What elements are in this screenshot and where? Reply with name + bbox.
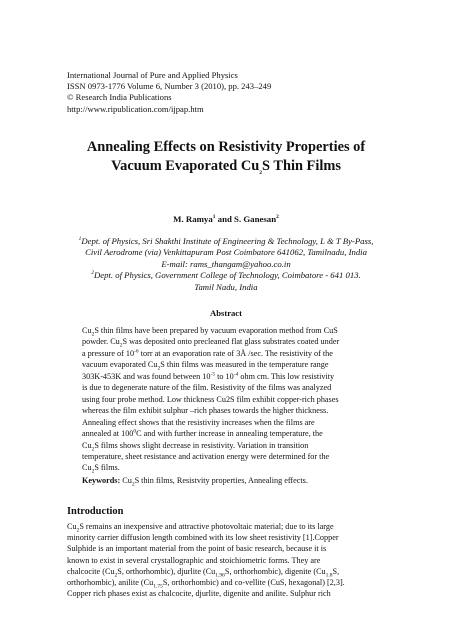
introduction-body — [67, 521, 387, 599]
text: Cu — [82, 463, 92, 473]
text: S remains an inexpensive and attractive photovoltaic material; due to its large — [79, 522, 334, 531]
text: Cu — [82, 326, 92, 335]
affiliation-line — [40, 236, 412, 247]
text: S, orthorhombic), djurlite (Cu — [117, 566, 216, 576]
body-line — [67, 521, 387, 532]
affil-mark: 2 — [91, 270, 95, 277]
abstract-heading: Abstract — [210, 308, 242, 318]
affiliation-line: Tamil Nadu, India — [194, 281, 258, 292]
text: torr at an evaporation rate of 3Å /sec. The resistivity of the — [138, 348, 333, 358]
text: Cu — [67, 522, 77, 531]
title-text: Vacuum Evaporated Cu — [111, 158, 260, 174]
text: Cu — [82, 440, 92, 450]
text: orthorhombic), anilite (Cu — [67, 578, 154, 588]
body-line: Copper rich phases exist as chalcocite, djurlite, digenite and anilite. Sulphur rich — [67, 589, 331, 599]
text: to 10 — [215, 371, 234, 381]
title-line-2 — [0, 157, 452, 176]
subscript: 2 — [114, 572, 118, 579]
abstract-line — [82, 336, 374, 350]
subscript: 2 — [76, 527, 80, 534]
journal-issn: ISSN 0973-1776 Volume 6, Number 3 (2010), pp. 243–249 — [67, 81, 272, 92]
body-line: minority carrier diffusion length combined with its low sheet resistivity [1].Copper — [67, 533, 339, 543]
abstract-line: Annealing effect shows that the resistivity increases when the films are — [82, 417, 315, 427]
abstract-line: is due to degenerate nature of the film. Resistivity of the films was analyzed — [82, 383, 332, 393]
text: vacuum evaporated Cu — [82, 360, 158, 370]
body-line: known to exist in several crystallographic and stoichiometric forms. They are — [67, 555, 321, 565]
journal-name: International Journal of Pure and Applied Physics — [67, 70, 238, 80]
paper-title — [0, 138, 452, 176]
text: S thin films was measured in the temperature range — [160, 360, 329, 370]
subscript: 1.75 — [153, 583, 163, 590]
journal-url[interactable]: http://www.ripublication.com/ijpap.htm — [67, 103, 204, 114]
journal-header — [67, 70, 271, 115]
superscript: -4 — [233, 371, 239, 378]
keywords — [82, 476, 374, 488]
text: annealed at 100 — [82, 429, 134, 439]
subscript: 2 — [91, 446, 95, 453]
affil-text: Dept. of Physics, Sri Shakthi Institute of Engineering & Technology, L & T By-Pass, — [81, 236, 374, 246]
affil-text: Dept. of Physics, Government College of Technology, Coimbatore - 641 013. — [94, 270, 361, 281]
title-subscript: 2 — [259, 169, 263, 176]
abstract-line — [82, 359, 374, 370]
text: S, orthorhombic), digenite (Cu — [224, 566, 326, 576]
affiliations — [40, 236, 412, 293]
superscript: -6 — [134, 348, 139, 355]
subscript: 1.8 — [325, 572, 333, 579]
author-list — [0, 214, 452, 224]
keywords-label: Keywords: — [82, 476, 121, 485]
text: S thin films, Resistvity properties, Annealing effects. — [134, 476, 308, 485]
text: S, — [332, 566, 340, 576]
abstract-line — [82, 348, 374, 359]
text: S thin films have been prepared by vacuum evaporation method from CuS — [94, 326, 338, 335]
text: powder. Cu — [82, 337, 120, 347]
abstract-line — [82, 462, 374, 476]
superscript: 0 — [133, 428, 137, 435]
abstract-line — [82, 428, 374, 439]
title-line-1: Annealing Effects on Resistivity Properties of — [86, 139, 366, 155]
text: Cu — [120, 476, 132, 485]
text: ohm cm. This low resistivity — [238, 371, 335, 381]
author-affil-mark: 2 — [276, 214, 279, 221]
author-email[interactable]: E-mail: rams_thangam@yahoo.co.in — [161, 258, 291, 269]
subscript: 2 — [157, 366, 161, 372]
body-line — [67, 566, 387, 577]
author-name: and S. Ganesan — [215, 214, 277, 224]
text: S was deposited onto precleaned flat glass substrates coated under — [122, 337, 340, 347]
subscript: 2 — [91, 331, 95, 338]
body-line: Sulphide is an important material from the point of basic research, because it is — [67, 544, 327, 554]
abstract-line: whereas the film exhibit sulphur –rich phases towards the higher thickness. — [82, 406, 329, 416]
affiliation-line: Civil Aerodrome (via) Venkittapuram Post Coimbatore 641062, Tamilnadu, India — [85, 247, 367, 258]
abstract-line — [82, 440, 374, 451]
abstract-line — [82, 371, 374, 382]
body-line — [67, 577, 387, 588]
abstract-line — [82, 325, 374, 336]
journal-copyright: © Research India Publications — [67, 92, 172, 103]
author-name: M. Ramya — [173, 214, 213, 224]
abstract-line: temperature, sheet resistance and activation energy were determined for the — [82, 451, 330, 461]
text: S films shows slight decrease in resistivity. Variation in transition — [94, 440, 309, 450]
subscript: 2 — [91, 469, 95, 476]
subscript: 1.96 — [215, 572, 225, 579]
title-text: S Thin Films — [262, 158, 341, 174]
text: S films. — [94, 463, 120, 473]
abstract-body — [82, 325, 374, 474]
text: C and with further increase in annealing temperature, the — [136, 429, 323, 439]
text: S, orthorhombic) and co-vellite (CuS, hexagonal) [2,3]. — [162, 578, 345, 588]
text: a pressure of 10 — [82, 348, 135, 358]
subscript: 2 — [131, 481, 135, 488]
subscript: 2 — [119, 343, 123, 350]
affiliation-line — [40, 270, 412, 281]
abstract-line: using four probe method. Low thickness Cu2S film exhibit copper-rich phases — [82, 394, 339, 404]
text: 303K-453K and was found between 10 — [82, 371, 211, 381]
text: chalcocite (Cu — [67, 566, 115, 576]
author-affil-mark: 1 — [212, 214, 216, 221]
section-heading-introduction: Introduction — [67, 506, 124, 517]
superscript: -5 — [210, 371, 216, 378]
affil-mark: 1 — [78, 236, 82, 243]
